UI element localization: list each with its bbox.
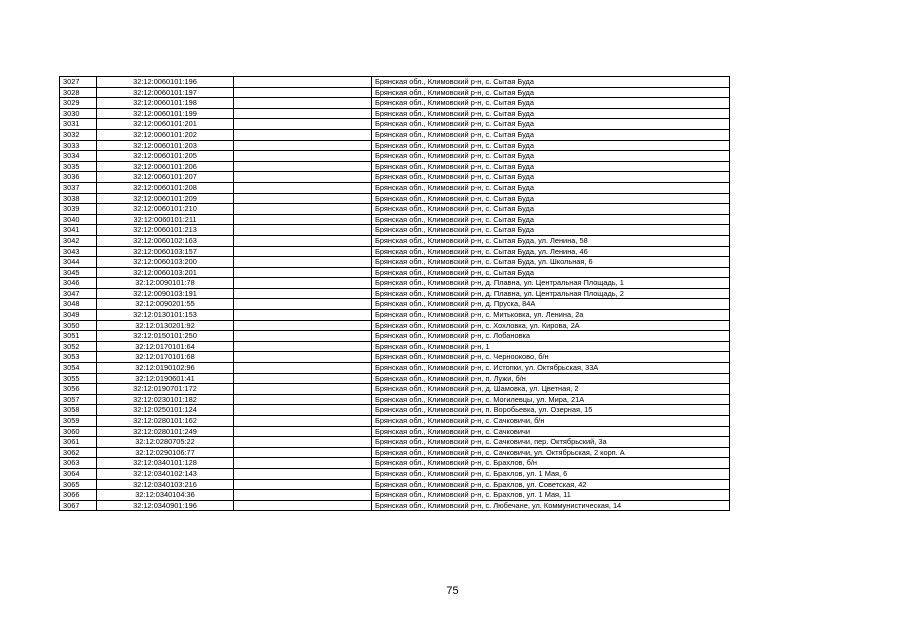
address-cell: Брянская обл., Климовский р-н, п. Воробьевка, ул. Озерная, 15 — [372, 405, 730, 416]
table-row — [60, 299, 730, 310]
row-number-cell: 3056 — [60, 384, 97, 395]
table-row — [60, 204, 730, 215]
empty-cell — [234, 447, 372, 458]
cadastral-number-cell: 32:12:0170101:68 — [97, 352, 234, 363]
address-cell: Брянская обл., Климовский р-н, с. Любечане, ул. Коммунистическая, 14 — [372, 500, 730, 511]
empty-cell — [234, 214, 372, 225]
row-number-cell: 3035 — [60, 161, 97, 172]
empty-cell — [234, 479, 372, 490]
row-number-cell: 3051 — [60, 331, 97, 342]
address-cell: Брянская обл., Климовский р-н, с. Сытая Буда — [372, 77, 730, 88]
cadastral-number-cell: 32:12:0190102:96 — [97, 363, 234, 374]
address-cell: Брянская обл., Климовский р-н, д. Плавна, ул. Центральная Площадь, 2 — [372, 288, 730, 299]
cadastral-number-cell: 32:12:0340103:216 — [97, 479, 234, 490]
address-cell: Брянская обл., Климовский р-н, с. Сытая Буда — [372, 119, 730, 130]
row-number-cell: 3043 — [60, 246, 97, 257]
cadastral-number-cell: 32:12:0340901:196 — [97, 500, 234, 511]
address-cell: Брянская обл., Климовский р-н, с. Могилевцы, ул. Мира, 21А — [372, 394, 730, 405]
empty-cell — [234, 299, 372, 310]
row-number-cell: 3061 — [60, 437, 97, 448]
cadastral-number-cell: 32:12:0060101:207 — [97, 172, 234, 183]
empty-cell — [234, 320, 372, 331]
row-number-cell: 3040 — [60, 214, 97, 225]
address-cell: Брянская обл., Климовский р-н, с. Сытая Буда — [372, 204, 730, 215]
address-cell: Брянская обл., Климовский р-н, с. Сачковичи, ул. Октябрьская, 2 корп. А — [372, 447, 730, 458]
row-number-cell: 3031 — [60, 119, 97, 130]
table-row — [60, 151, 730, 162]
table-row — [60, 288, 730, 299]
cadastral-number-cell: 32:12:0280705:22 — [97, 437, 234, 448]
empty-cell — [234, 246, 372, 257]
empty-cell — [234, 151, 372, 162]
cadastral-number-cell: 32:12:0060101:202 — [97, 129, 234, 140]
address-cell: Брянская обл., Климовский р-н, с. Сытая Буда — [372, 140, 730, 151]
empty-cell — [234, 225, 372, 236]
empty-cell — [234, 182, 372, 193]
row-number-cell: 3065 — [60, 479, 97, 490]
row-number-cell: 3044 — [60, 257, 97, 268]
cadastral-number-cell: 32:12:0060101:196 — [97, 77, 234, 88]
cadastral-number-cell: 32:12:0340102:143 — [97, 468, 234, 479]
table-row — [60, 331, 730, 342]
empty-cell — [234, 500, 372, 511]
empty-cell — [234, 394, 372, 405]
cadastral-number-cell: 32:12:0340104:36 — [97, 490, 234, 501]
empty-cell — [234, 193, 372, 204]
table-row — [60, 98, 730, 109]
address-cell: Брянская обл., Климовский р-н, д. Плавна, ул. Центральная Площадь, 1 — [372, 278, 730, 289]
address-cell: Брянская обл., Климовский р-н, с. Брахлов, ул. 1 Мая, 6 — [372, 468, 730, 479]
cadastral-number-cell: 32:12:0060101:201 — [97, 119, 234, 130]
address-cell: Брянская обл., Климовский р-н, с. Хохловка, ул. Кирова, 2А — [372, 320, 730, 331]
cadastral-number-cell: 32:12:0170101:64 — [97, 341, 234, 352]
table-row — [60, 352, 730, 363]
row-number-cell: 3057 — [60, 394, 97, 405]
cadastral-number-cell: 32:12:0280101:162 — [97, 416, 234, 427]
cadastral-number-cell: 32:12:0090103:191 — [97, 288, 234, 299]
table-row — [60, 426, 730, 437]
row-number-cell: 3059 — [60, 416, 97, 427]
cadastral-number-cell: 32:12:0090201:55 — [97, 299, 234, 310]
row-number-cell: 3030 — [60, 108, 97, 119]
cadastral-number-cell: 32:12:0060101:209 — [97, 193, 234, 204]
row-number-cell: 3045 — [60, 267, 97, 278]
cadastral-number-cell: 32:12:0130201:92 — [97, 320, 234, 331]
table-row — [60, 394, 730, 405]
row-number-cell: 3050 — [60, 320, 97, 331]
empty-cell — [234, 288, 372, 299]
empty-cell — [234, 98, 372, 109]
empty-cell — [234, 490, 372, 501]
address-cell: Брянская обл., Климовский р-н, с. Митьковка, ул. Ленина, 2а — [372, 310, 730, 321]
cadastral-number-cell: 32:12:0090101:78 — [97, 278, 234, 289]
empty-cell — [234, 119, 372, 130]
cadastral-number-cell: 32:12:0150101:250 — [97, 331, 234, 342]
cadastral-number-cell: 32:12:0060101:208 — [97, 182, 234, 193]
table-row — [60, 182, 730, 193]
table-row — [60, 405, 730, 416]
address-cell: Брянская обл., Климовский р-н, 1 — [372, 341, 730, 352]
row-number-cell: 3064 — [60, 468, 97, 479]
address-cell: Брянская обл., Климовский р-н, с. Чернооково, б/н — [372, 352, 730, 363]
table-row — [60, 373, 730, 384]
table-row — [60, 257, 730, 268]
table-row — [60, 384, 730, 395]
empty-cell — [234, 405, 372, 416]
cadastral-number-cell: 32:12:0290106:77 — [97, 447, 234, 458]
row-number-cell: 3037 — [60, 182, 97, 193]
address-cell: Брянская обл., Климовский р-н, с. Сытая Буда — [372, 108, 730, 119]
empty-cell — [234, 458, 372, 469]
cadastral-number-cell: 32:12:0060101:210 — [97, 204, 234, 215]
empty-cell — [234, 468, 372, 479]
table-row — [60, 108, 730, 119]
row-number-cell: 3046 — [60, 278, 97, 289]
address-cell: Брянская обл., Климовский р-н, с. Сытая Буда — [372, 225, 730, 236]
table-row — [60, 235, 730, 246]
row-number-cell: 3027 — [60, 77, 97, 88]
address-cell: Брянская обл., Климовский р-н, с. Сытая Буда — [372, 214, 730, 225]
address-cell: Брянская обл., Климовский р-н, с. Сытая Буда — [372, 87, 730, 98]
table-row — [60, 490, 730, 501]
cadastral-number-cell: 32:12:0060101:206 — [97, 161, 234, 172]
empty-cell — [234, 140, 372, 151]
cadastral-number-cell: 32:12:0060102:163 — [97, 235, 234, 246]
row-number-cell: 3041 — [60, 225, 97, 236]
row-number-cell: 3042 — [60, 235, 97, 246]
table-row — [60, 363, 730, 374]
registry-table-body — [60, 77, 730, 511]
table-row — [60, 479, 730, 490]
cadastral-number-cell: 32:12:0190601:41 — [97, 373, 234, 384]
empty-cell — [234, 341, 372, 352]
row-number-cell: 3033 — [60, 140, 97, 151]
row-number-cell: 3063 — [60, 458, 97, 469]
empty-cell — [234, 235, 372, 246]
table-row — [60, 193, 730, 204]
empty-cell — [234, 129, 372, 140]
row-number-cell: 3036 — [60, 172, 97, 183]
table-row — [60, 87, 730, 98]
address-cell: Брянская обл., Климовский р-н, с. Сытая Буда, ул. Школьная, 6 — [372, 257, 730, 268]
empty-cell — [234, 278, 372, 289]
empty-cell — [234, 204, 372, 215]
address-cell: Брянская обл., Климовский р-н, с. Сытая Буда, ул. Ленина, 46 — [372, 246, 730, 257]
empty-cell — [234, 267, 372, 278]
row-number-cell: 3039 — [60, 204, 97, 215]
table-row — [60, 447, 730, 458]
address-cell: Брянская обл., Климовский р-н, с. Сачковичи, б/н — [372, 416, 730, 427]
table-row — [60, 77, 730, 88]
address-cell: Брянская обл., Климовский р-н, с. Сачковичи, пер. Октябрьский, 3а — [372, 437, 730, 448]
address-cell: Брянская обл., Климовский р-н, с. Брахлов, ул. 1 Мая, 11 — [372, 490, 730, 501]
table-row — [60, 161, 730, 172]
cadastral-number-cell: 32:12:0230101:182 — [97, 394, 234, 405]
empty-cell — [234, 352, 372, 363]
cadastral-number-cell: 32:12:0130101:153 — [97, 310, 234, 321]
table-row — [60, 214, 730, 225]
table-row — [60, 278, 730, 289]
cadastral-number-cell: 32:12:0060101:211 — [97, 214, 234, 225]
address-cell: Брянская обл., Климовский р-н, с. Сытая Буда — [372, 182, 730, 193]
cadastral-number-cell: 32:12:0190701:172 — [97, 384, 234, 395]
empty-cell — [234, 384, 372, 395]
row-number-cell: 3055 — [60, 373, 97, 384]
table-row — [60, 341, 730, 352]
row-number-cell: 3034 — [60, 151, 97, 162]
empty-cell — [234, 310, 372, 321]
table-row — [60, 119, 730, 130]
address-cell: Брянская обл., Климовский р-н, с. Сытая Буда — [372, 129, 730, 140]
row-number-cell: 3062 — [60, 447, 97, 458]
row-number-cell: 3067 — [60, 500, 97, 511]
empty-cell — [234, 363, 372, 374]
empty-cell — [234, 426, 372, 437]
row-number-cell: 3028 — [60, 87, 97, 98]
empty-cell — [234, 77, 372, 88]
cadastral-number-cell: 32:12:0060101:203 — [97, 140, 234, 151]
table-row — [60, 458, 730, 469]
address-cell: Брянская обл., Климовский р-н, с. Сытая Буда — [372, 193, 730, 204]
address-cell: Брянская обл., Климовский р-н, с. Истопки, ул. Октябрьская, 33А — [372, 363, 730, 374]
cadastral-number-cell: 32:12:0060101:199 — [97, 108, 234, 119]
cadastral-number-cell: 32:12:0060103:201 — [97, 267, 234, 278]
row-number-cell: 3029 — [60, 98, 97, 109]
cadastral-number-cell: 32:12:0060101:213 — [97, 225, 234, 236]
address-cell: Брянская обл., Климовский р-н, с. Сытая Буда — [372, 161, 730, 172]
row-number-cell: 3038 — [60, 193, 97, 204]
table-row — [60, 246, 730, 257]
row-number-cell: 3054 — [60, 363, 97, 374]
row-number-cell: 3052 — [60, 341, 97, 352]
cadastral-number-cell: 32:12:0060101:198 — [97, 98, 234, 109]
table-row — [60, 225, 730, 236]
row-number-cell: 3060 — [60, 426, 97, 437]
cadastral-number-cell: 32:12:0060103:200 — [97, 257, 234, 268]
table-row — [60, 172, 730, 183]
empty-cell — [234, 108, 372, 119]
address-cell: Брянская обл., Климовский р-н, с. Сачковичи — [372, 426, 730, 437]
table-row — [60, 437, 730, 448]
cadastral-number-cell: 32:12:0280101:249 — [97, 426, 234, 437]
address-cell: Брянская обл., Климовский р-н, с. Сытая Буда, ул. Ленина, 58 — [372, 235, 730, 246]
row-number-cell: 3032 — [60, 129, 97, 140]
table-row — [60, 500, 730, 511]
address-cell: Брянская обл., Климовский р-н, с. Сытая Буда — [372, 98, 730, 109]
cadastral-number-cell: 32:12:0060103:157 — [97, 246, 234, 257]
empty-cell — [234, 437, 372, 448]
row-number-cell: 3049 — [60, 310, 97, 321]
cadastral-number-cell: 32:12:0060101:205 — [97, 151, 234, 162]
address-cell: Брянская обл., Климовский р-н, д. Пруска, 84А — [372, 299, 730, 310]
empty-cell — [234, 373, 372, 384]
cadastral-number-cell: 32:12:0060101:197 — [97, 87, 234, 98]
row-number-cell: 3048 — [60, 299, 97, 310]
empty-cell — [234, 416, 372, 427]
row-number-cell: 3058 — [60, 405, 97, 416]
table-row — [60, 267, 730, 278]
page-number: 75 — [446, 585, 459, 597]
empty-cell — [234, 172, 372, 183]
address-cell: Брянская обл., Климовский р-н, с. Сытая Буда — [372, 267, 730, 278]
row-number-cell: 3066 — [60, 490, 97, 501]
empty-cell — [234, 87, 372, 98]
row-number-cell: 3053 — [60, 352, 97, 363]
cadastral-number-cell: 32:12:0250101:124 — [97, 405, 234, 416]
registry-table — [59, 76, 730, 511]
address-cell: Брянская обл., Климовский р-н, д. Шамовка, ул. Цветная, 2 — [372, 384, 730, 395]
address-cell: Брянская обл., Климовский р-н, с. Сытая Буда — [372, 172, 730, 183]
empty-cell — [234, 331, 372, 342]
table-row — [60, 468, 730, 479]
address-cell: Брянская обл., Климовский р-н, с. Лобановка — [372, 331, 730, 342]
table-row — [60, 310, 730, 321]
table-row — [60, 140, 730, 151]
row-number-cell: 3047 — [60, 288, 97, 299]
address-cell: Брянская обл., Климовский р-н, п. Лужи, б/н — [372, 373, 730, 384]
table-row — [60, 129, 730, 140]
empty-cell — [234, 161, 372, 172]
cadastral-number-cell: 32:12:0340101:128 — [97, 458, 234, 469]
empty-cell — [234, 257, 372, 268]
table-row — [60, 416, 730, 427]
address-cell: Брянская обл., Климовский р-н, с. Сытая Буда — [372, 151, 730, 162]
table-row — [60, 320, 730, 331]
address-cell: Брянская обл., Климовский р-н, с. Брахлов, ул. Советская, 42 — [372, 479, 730, 490]
address-cell: Брянская обл., Климовский р-н, с. Брахлов, б/н — [372, 458, 730, 469]
